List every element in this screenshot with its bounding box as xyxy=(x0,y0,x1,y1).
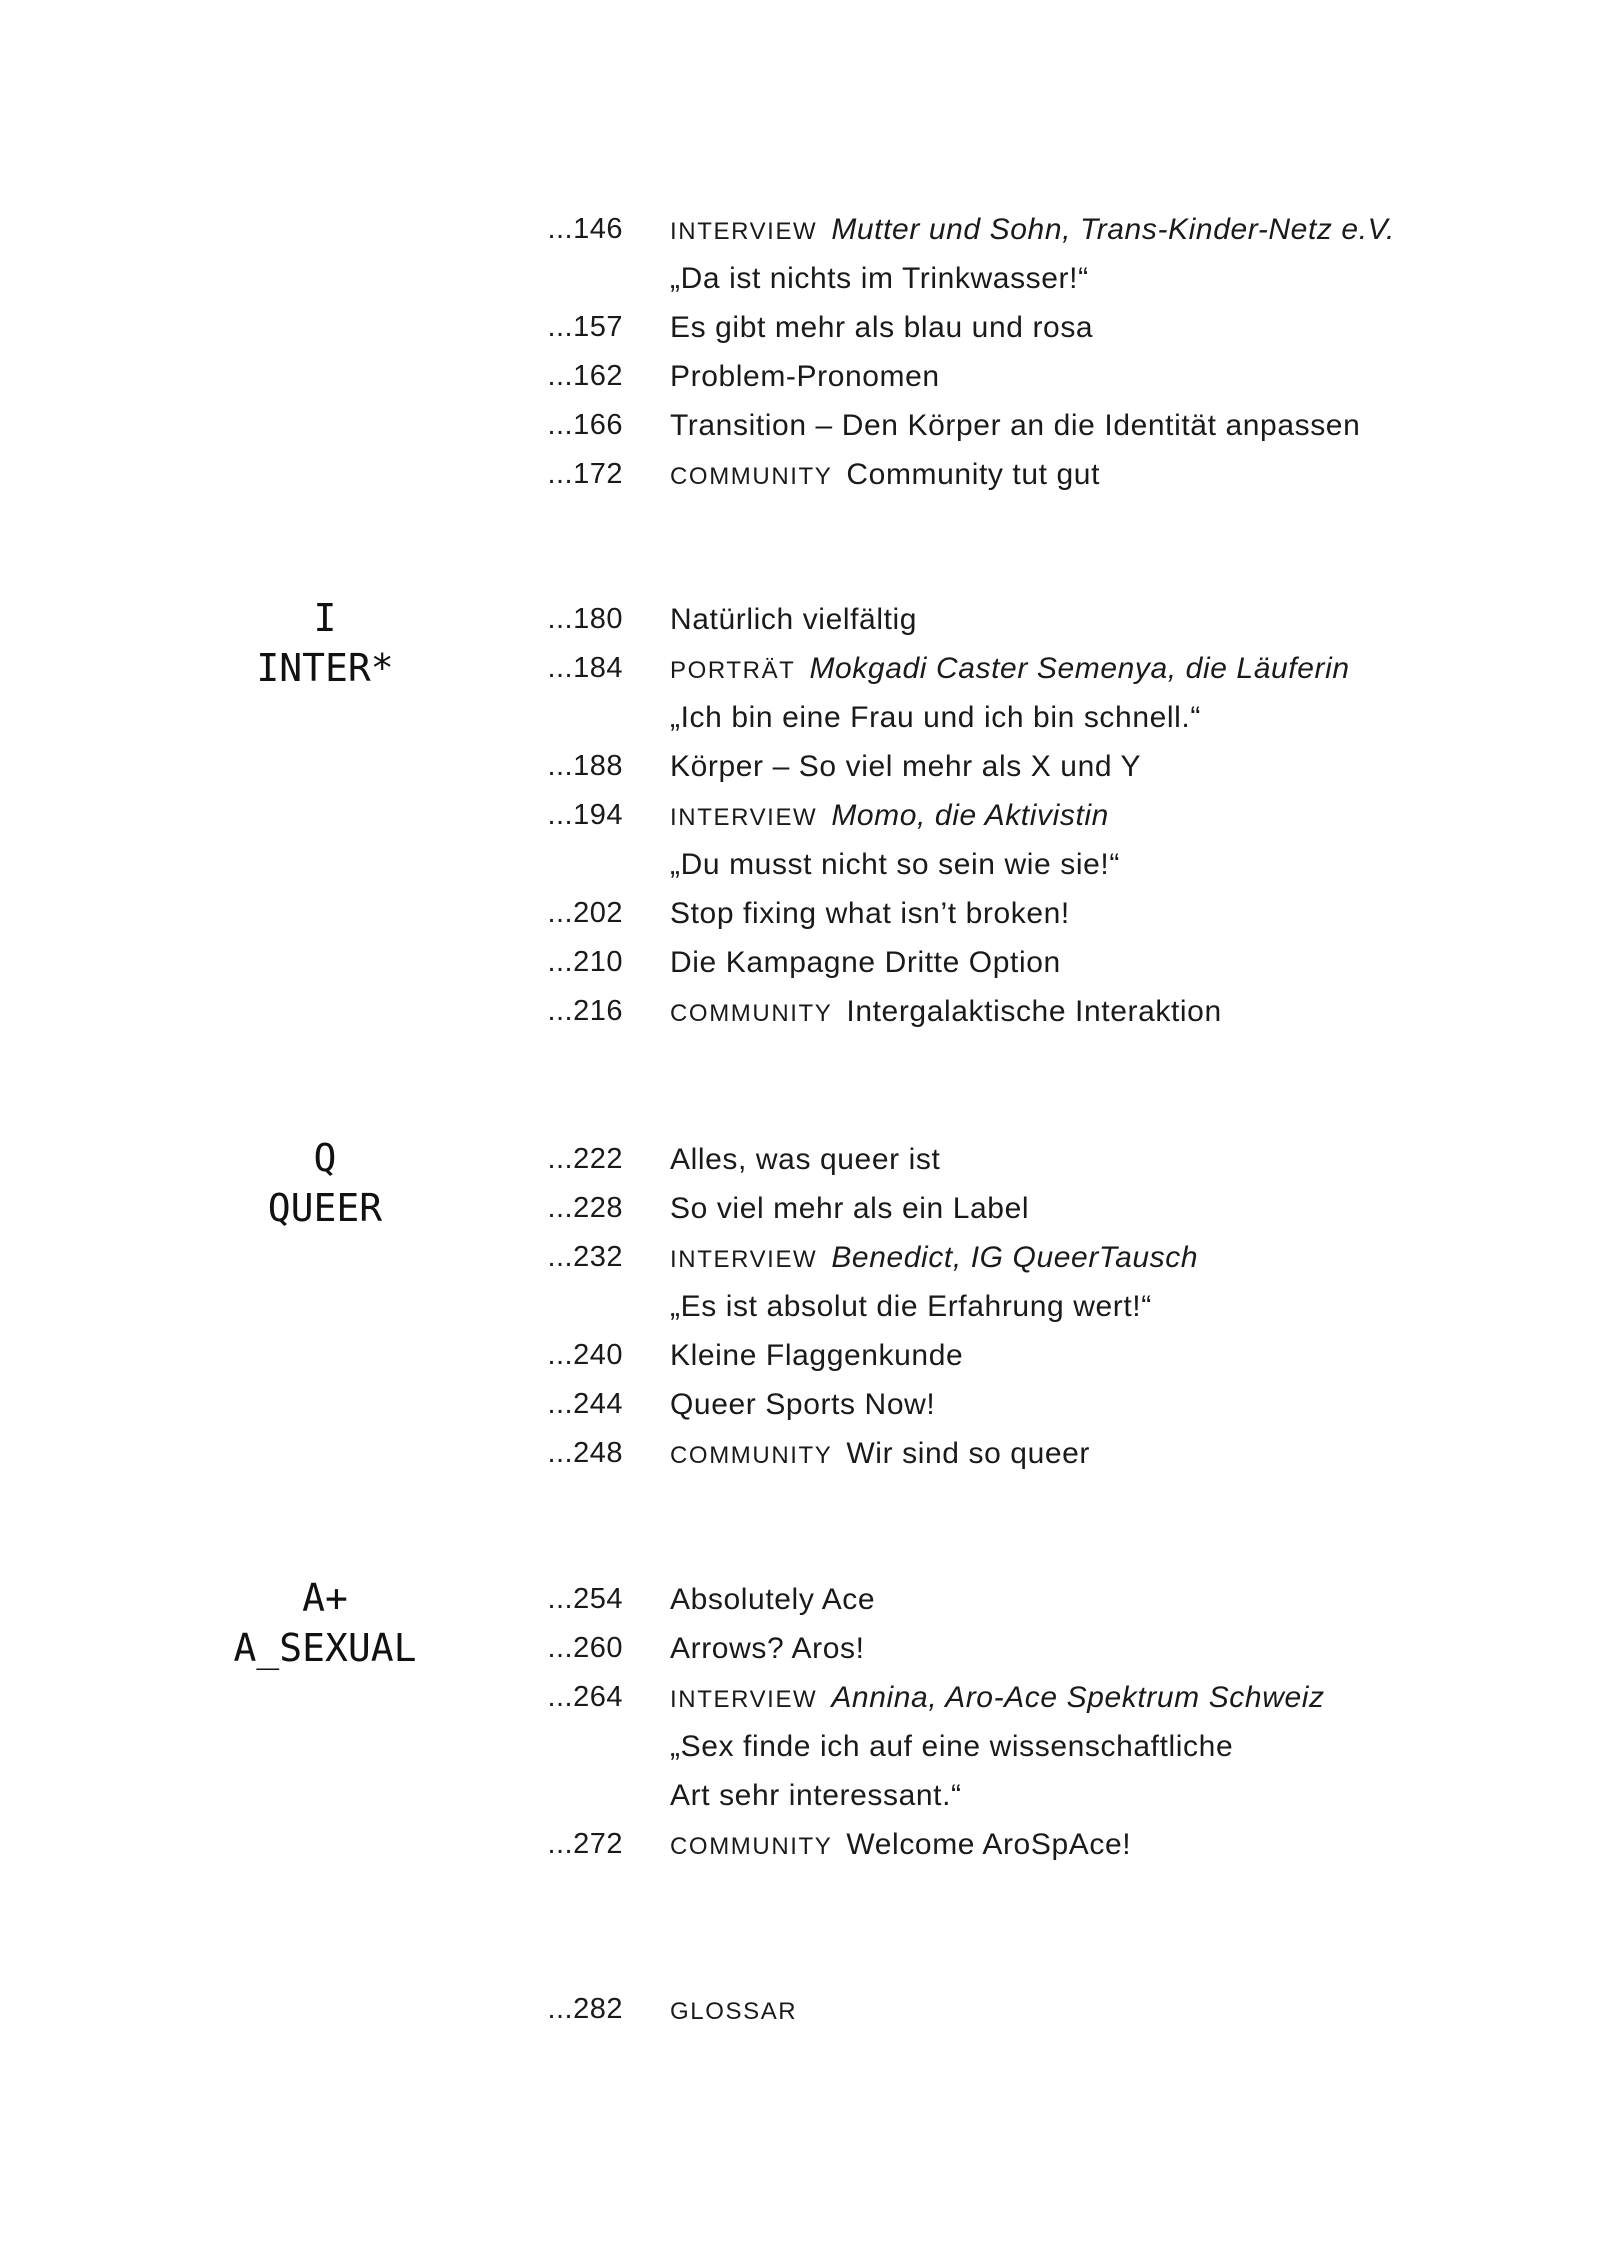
toc-entry[interactable] xyxy=(0,1771,1600,1820)
page-number: ...232 xyxy=(547,1241,623,1273)
page-number: ...260 xyxy=(547,1632,623,1664)
entry-text xyxy=(670,1282,1152,1331)
entry-category-tag: COMMUNITY xyxy=(670,463,833,490)
toc-entry[interactable] xyxy=(0,1233,1600,1282)
entry-title: Kleine Flaggenkunde xyxy=(670,1339,964,1372)
entry-title: Stop fixing what isn’t broken! xyxy=(670,897,1070,930)
entry-text xyxy=(670,1233,1198,1284)
entry-title: „Sex finde ich auf eine wissenschaftliche xyxy=(670,1730,1234,1763)
toc-entry[interactable] xyxy=(0,1722,1600,1771)
entry-title: Wir sind so queer xyxy=(846,1437,1091,1470)
page-number: ...272 xyxy=(547,1828,623,1860)
entry-text xyxy=(670,644,1350,695)
entry-title: Alles, was queer ist xyxy=(670,1143,941,1176)
entry-title: Mokgadi Caster Semenya, die Läuferin xyxy=(809,652,1350,685)
entry-category-tag: GLOSSAR xyxy=(670,1998,798,2025)
toc-entry[interactable] xyxy=(0,1282,1600,1331)
entry-category-tag: INTERVIEW xyxy=(670,1686,818,1713)
entry-category-tag: COMMUNITY xyxy=(670,1833,833,1860)
entry-text xyxy=(670,352,940,401)
toc-entry[interactable] xyxy=(0,352,1600,401)
entry-text xyxy=(670,1722,1233,1771)
entry-text xyxy=(670,401,1360,450)
entry-category-tag: INTERVIEW xyxy=(670,1246,818,1273)
section-letter: A+ xyxy=(302,1576,348,1620)
entry-title: „Da ist nichts im Trinkwasser!“ xyxy=(670,262,1089,295)
page-number: ...172 xyxy=(547,458,623,490)
page-number: ...162 xyxy=(547,360,623,392)
entry-title: Es gibt mehr als blau und rosa xyxy=(670,311,1094,344)
entry-text xyxy=(670,1331,963,1380)
entry-title: Benedict, IG QueerTausch xyxy=(831,1241,1199,1274)
entry-text xyxy=(670,938,1061,987)
toc-entry[interactable] xyxy=(0,1624,1600,1673)
entry-title: „Es ist absolut die Erfahrung wert!“ xyxy=(670,1290,1152,1323)
page-number: ...222 xyxy=(547,1143,623,1175)
page-number: ...184 xyxy=(547,652,623,684)
entry-text xyxy=(670,840,1120,889)
page-number: ...216 xyxy=(547,995,623,1027)
toc-entry[interactable] xyxy=(0,840,1600,889)
entry-title: Transition – Den Körper an die Identität anpassen xyxy=(670,409,1361,442)
entry-text xyxy=(670,1135,940,1184)
entry-category-tag: INTERVIEW xyxy=(670,804,818,831)
toc-entry[interactable] xyxy=(0,889,1600,938)
page-number: ...180 xyxy=(547,603,623,635)
entry-text xyxy=(670,205,1395,256)
entry-text xyxy=(670,303,1093,352)
entry-title: Queer Sports Now! xyxy=(670,1388,936,1421)
page-number: ...248 xyxy=(547,1437,623,1469)
entry-title: Art sehr interessant.“ xyxy=(670,1779,962,1812)
section-letter: Q xyxy=(313,1136,337,1180)
page-number: ...254 xyxy=(547,1583,623,1615)
page-number: ...210 xyxy=(547,946,623,978)
entry-text xyxy=(670,1429,1090,1480)
entry-category-tag: INTERVIEW xyxy=(670,218,818,245)
entry-text xyxy=(670,1184,1029,1233)
entry-title: So viel mehr als ein Label xyxy=(670,1192,1030,1225)
entry-title: Arrows? Aros! xyxy=(670,1632,865,1665)
toc-entry[interactable] xyxy=(0,205,1600,254)
page-number: ...264 xyxy=(547,1681,623,1713)
page-number: ...202 xyxy=(547,897,623,929)
toc-entry[interactable] xyxy=(0,742,1600,791)
entry-title: Intergalaktische Interaktion xyxy=(846,995,1222,1028)
page-number: ...240 xyxy=(547,1339,623,1371)
entry-title: Mutter und Sohn, Trans-Kinder-Netz e.V. xyxy=(831,213,1395,246)
entry-title: Welcome AroSpAce! xyxy=(846,1828,1132,1861)
toc-entry[interactable] xyxy=(0,1985,1600,2034)
entry-text xyxy=(670,595,917,644)
entry-text xyxy=(670,889,1070,938)
toc-entry[interactable] xyxy=(0,1575,1600,1624)
page-number: ...146 xyxy=(547,213,623,245)
entry-title: Absolutely Ace xyxy=(670,1583,876,1616)
page-number: ...228 xyxy=(547,1192,623,1224)
toc-entry[interactable] xyxy=(0,1820,1600,1869)
entry-text xyxy=(670,1575,875,1624)
toc-entry[interactable] xyxy=(0,1673,1600,1722)
entry-text xyxy=(670,987,1222,1038)
entry-category-tag: COMMUNITY xyxy=(670,1000,833,1027)
entry-title: Momo, die Aktivistin xyxy=(831,799,1109,832)
page-number: ...194 xyxy=(547,799,623,831)
entry-text xyxy=(670,1985,811,2036)
entry-title: Community tut gut xyxy=(846,458,1101,491)
page-number: ...188 xyxy=(547,750,623,782)
entry-category-tag: COMMUNITY xyxy=(670,1442,833,1469)
toc-entry[interactable] xyxy=(0,791,1600,840)
entry-title: Problem-Pronomen xyxy=(670,360,940,393)
entry-text xyxy=(670,742,1141,791)
entry-title: „Du musst nicht so sein wie sie!“ xyxy=(670,848,1120,881)
toc-entry[interactable] xyxy=(0,987,1600,1036)
entry-category-tag: PORTRÄT xyxy=(670,657,796,684)
section-title: QUEER xyxy=(267,1186,383,1230)
toc-entry[interactable] xyxy=(0,450,1600,499)
entry-text xyxy=(670,1624,865,1673)
entry-title: Annina, Aro-Ace Spektrum Schweiz xyxy=(831,1681,1325,1714)
toc-entry[interactable] xyxy=(0,1380,1600,1429)
toc-entry[interactable] xyxy=(0,1184,1600,1233)
toc-entry[interactable] xyxy=(0,1429,1600,1478)
toc-entry[interactable] xyxy=(0,693,1600,742)
toc-entry[interactable] xyxy=(0,938,1600,987)
entry-title: Körper – So viel mehr als X und Y xyxy=(670,750,1142,783)
section-letter: I xyxy=(313,596,337,640)
page-number: ...166 xyxy=(547,409,623,441)
entry-title: Die Kampagne Dritte Option xyxy=(670,946,1061,979)
toc-entry[interactable] xyxy=(0,303,1600,352)
entry-text xyxy=(670,791,1109,842)
entry-title: Natürlich vielfältig xyxy=(670,603,918,636)
entry-text xyxy=(670,1673,1325,1724)
entry-text xyxy=(670,1380,935,1429)
page-number: ...244 xyxy=(547,1388,623,1420)
entry-text xyxy=(670,693,1201,742)
toc-entry[interactable] xyxy=(0,1331,1600,1380)
section-title: A_SEXUAL xyxy=(233,1626,417,1670)
toc-entry[interactable] xyxy=(0,254,1600,303)
page-number: ...157 xyxy=(547,311,623,343)
entry-text xyxy=(670,1771,962,1820)
entry-text xyxy=(670,450,1100,501)
entry-title: „Ich bin eine Frau und ich bin schnell.“ xyxy=(670,701,1201,734)
toc-entry[interactable] xyxy=(0,1135,1600,1184)
toc-entry[interactable] xyxy=(0,595,1600,644)
page-number: ...282 xyxy=(547,1993,623,2025)
entry-text xyxy=(670,1820,1131,1871)
section-title: INTER* xyxy=(256,646,394,690)
toc-entry[interactable] xyxy=(0,401,1600,450)
toc-entry[interactable] xyxy=(0,644,1600,693)
entry-text xyxy=(670,254,1089,303)
